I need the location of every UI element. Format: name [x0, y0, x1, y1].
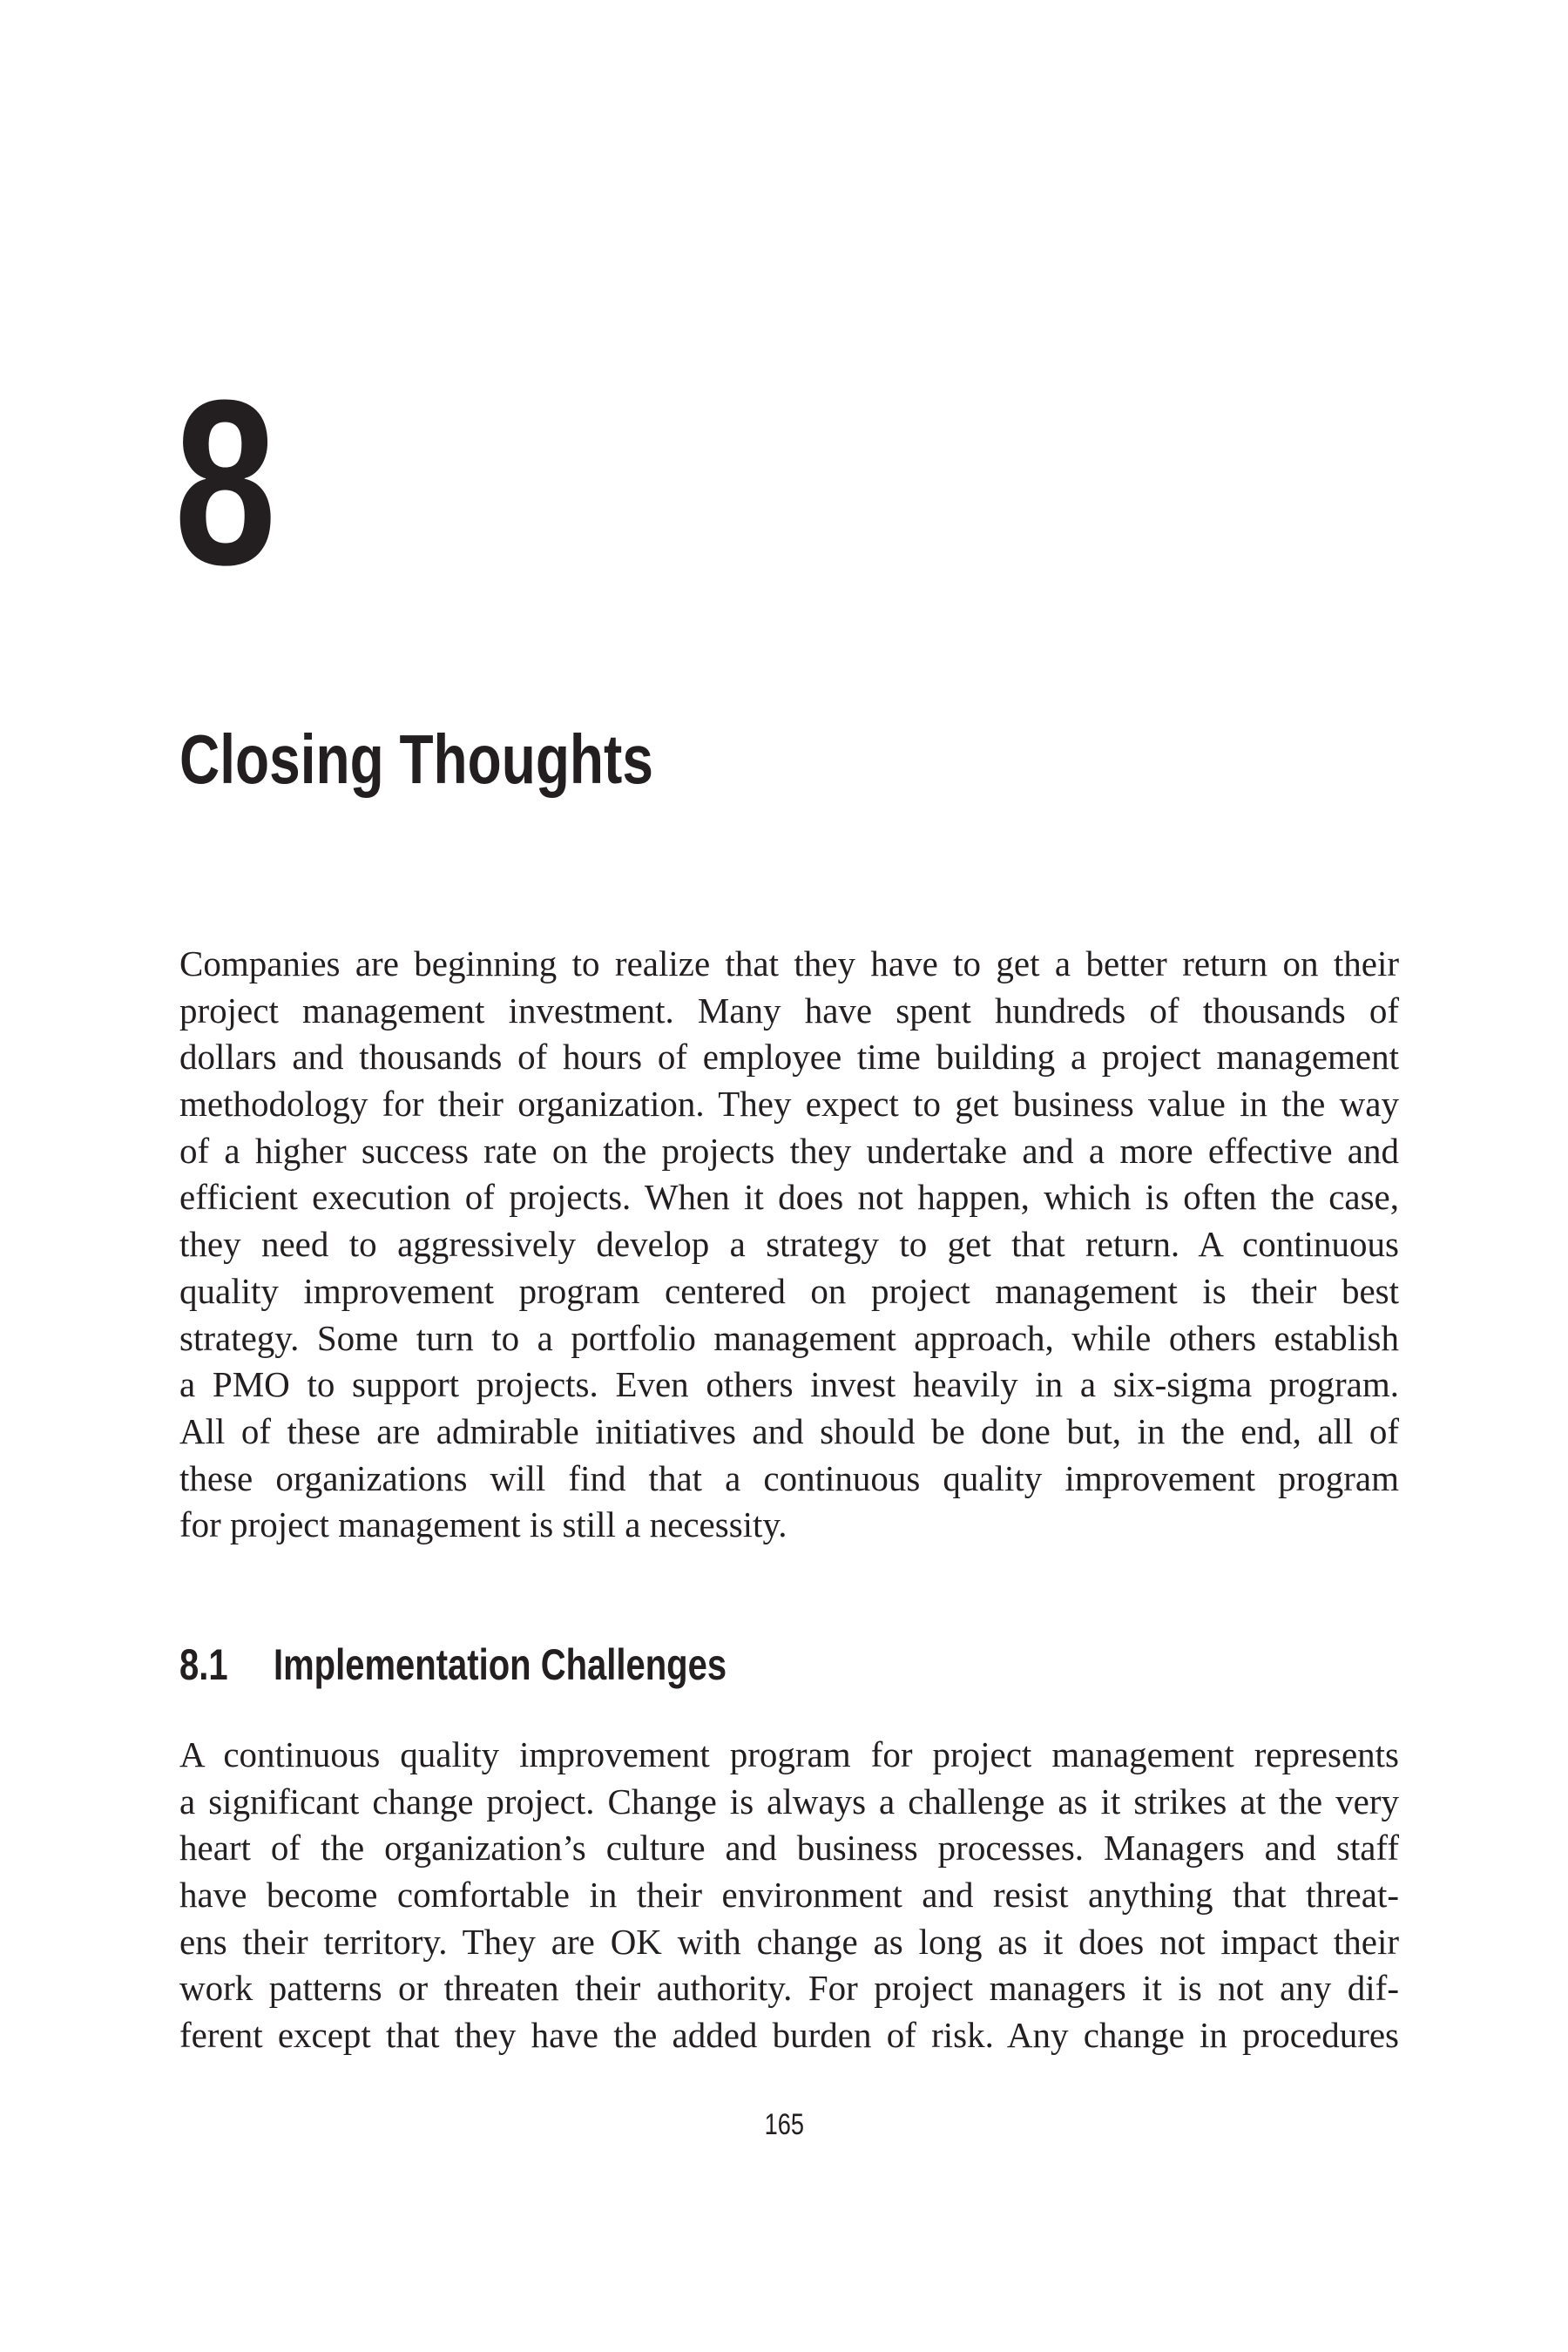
- text-line: heart of the organization’s culture and business processes. Managers and staff: [179, 1828, 1399, 1869]
- text-line: these organizations will find that a continuous quality improvement program: [179, 1457, 1399, 1498]
- text-line: All of these are admirable initiatives and should be done but, in the end, all of: [179, 1410, 1399, 1451]
- text-line: of a higher success rate on the projects they undertake and a more effective and: [179, 1130, 1399, 1171]
- text-line: ens their territory. They are OK with change as long as it does not impact their: [179, 1921, 1399, 1962]
- text-line: a PMO to support projects. Even others invest heavily in a six-sigma program.: [179, 1364, 1399, 1405]
- page-number: [0, 2108, 1568, 2142]
- section-paragraph: [179, 1732, 1399, 2059]
- text-line: they need to aggressively develop a strategy to get that return. A continuous: [179, 1224, 1399, 1265]
- section-heading: [179, 1640, 727, 1689]
- section-number: 8.1: [179, 1640, 228, 1689]
- text-line: efficient execution of projects. When it does not happen, which is often the case,: [179, 1177, 1399, 1218]
- text-line: ferent except that they have the added burden of risk. Any change in procedures: [179, 2015, 1399, 2056]
- chapter-title: Closing Thoughts: [179, 720, 653, 798]
- text-line: strategy. Some turn to a portfolio management approach, while others establish: [179, 1317, 1399, 1358]
- text-line: a significant change project. Change is always a challenge as it strikes at the very: [179, 1781, 1399, 1821]
- text-line: project management investment. Many have spent hundreds of thousands of: [179, 990, 1399, 1031]
- intro-paragraph: [179, 941, 1399, 1549]
- text-line: A continuous quality improvement program for project management represents: [179, 1734, 1399, 1774]
- text-line: for project management is still a necessity.: [179, 1504, 787, 1545]
- text-line: quality improvement program centered on project management is their best: [179, 1270, 1399, 1311]
- chapter-number: 8: [174, 352, 274, 614]
- section-title: Implementation Challenges: [274, 1640, 727, 1689]
- text-line: have become comfortable in their environment and resist anything that threat-: [179, 1875, 1399, 1916]
- page-number-text: 165: [764, 2108, 804, 2141]
- text-line: work patterns or threaten their authority. For project managers it is not any dif-: [179, 1968, 1399, 2009]
- text-line: methodology for their organization. They expect to get business value in the way: [179, 1084, 1399, 1125]
- text-line: Companies are beginning to realize that they have to get a better return on their: [179, 943, 1399, 983]
- text-line: dollars and thousands of hours of employee time building a project management: [179, 1037, 1399, 1078]
